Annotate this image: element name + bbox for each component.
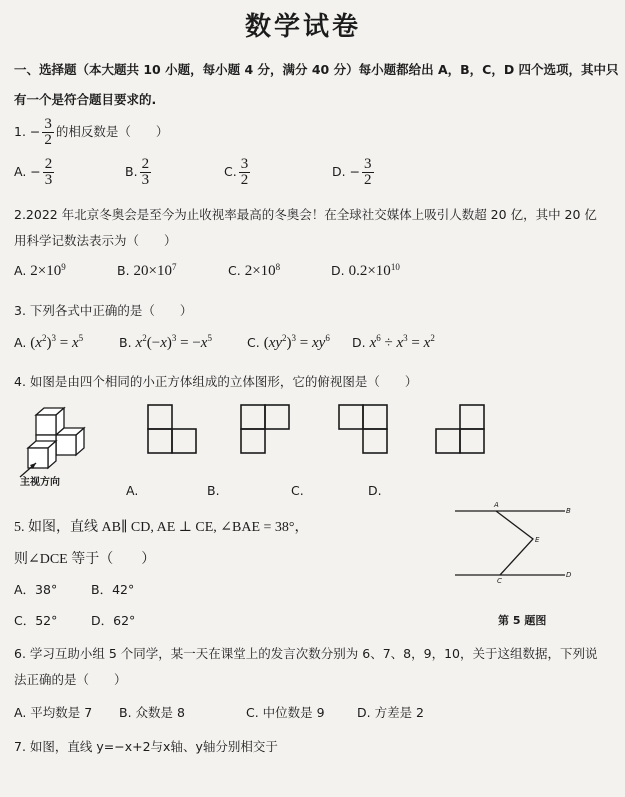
question-4-stem: 4. 如图是由四个相同的小正方体组成的立体图形，它的俯视图是（ ） [14, 374, 418, 389]
question-3-stem: 3. 下列各式中正确的是（ ） [14, 303, 193, 318]
q1-option-d: D. − $\frac{3}{2}$ [332, 156, 372, 188]
q5-option-b: B．42° [91, 582, 135, 597]
question-6-line1: 6. 学习互助小组 5 个同学，某一天在课堂上的发言次数分别为 6、7、8，9，10，关于这组数据，下列说 [14, 646, 598, 661]
page-title: 数学试卷 [245, 12, 362, 42]
question-6-line2: 法正确的是（ ） [14, 672, 127, 687]
q4-isometric-cubes-figure [14, 403, 114, 483]
point-label-b: B [566, 507, 571, 515]
q3-option-d: D. $x^6 \div x^3 = x^2$ [352, 333, 435, 351]
q5-option-a: A．38° [14, 582, 58, 597]
question-5-line2: 则∠DCE 等于（ ） [14, 552, 156, 567]
q3-option-a: A. $(x^2)^3 = x^5$ [14, 333, 84, 351]
q6-option-b: B. 众数是 8 [119, 705, 185, 720]
question-1 [14, 117, 168, 148]
q2-option-a: A. $2\times 10^9$ [14, 262, 66, 280]
q2-option-d: D. $0.2\times 10^{10}$ [331, 262, 400, 280]
q4-option-d-figure [435, 404, 495, 456]
q4-option-b-figure [240, 404, 300, 456]
q1-option-c: C. $\frac{3}{2}$ [224, 156, 249, 188]
q3-option-b: B. $x^2(-x)^3 = -x^5$ [119, 333, 212, 351]
q6-option-a: A. 平均数是 7 [14, 705, 93, 720]
q2-option-b: B. $20\times 10^7$ [117, 262, 177, 280]
q5-parallel-lines-figure [450, 500, 575, 592]
q5-figure-caption: 第 5 题图 [498, 614, 547, 627]
question-5-line1: 5. 如图，直线 AB∥ CD, AE ⊥ CE, ∠BAE = 38°， [14, 520, 309, 535]
q3-option-c: C. $(xy^2)^3 = xy^6$ [247, 333, 330, 351]
question-1-fraction: $\frac{3}{2}$ [44, 116, 52, 148]
question-1-number: 1. − [14, 124, 41, 139]
q5-option-c: C．52° [14, 613, 58, 628]
question-2-line1: 2.2022 年北京冬奥会是至今为止收视率最高的冬奥会！在全球社交媒体上吸引人数超 20 亿，其中 20 亿 [14, 207, 597, 222]
q6-option-c: C. 中位数是 9 [246, 705, 325, 720]
q4-option-d-label: D. [368, 483, 382, 498]
view-direction-label: 主视方向 [20, 477, 60, 488]
point-label-a: A [494, 501, 499, 509]
q2-option-c: C. $2\times 10^8$ [228, 262, 281, 280]
q4-option-c-label: C. [291, 483, 304, 498]
q1-option-a: A. − $\frac{2}{3}$ [14, 156, 53, 188]
q4-option-c-figure [338, 404, 398, 456]
question-7-stem: 7. 如图，直线 y=−x+2与x轴、y轴分别相交于 [14, 739, 278, 754]
q4-option-a-label: A. [126, 483, 139, 498]
q5-option-d: D．62° [91, 613, 136, 628]
q6-option-d: D. 方差是 2 [357, 705, 424, 720]
section-instructions-line1: 一、选择题（本大题共 10 小题，每小题 4 分，满分 40 分）每小题都给出 A，B，C，D 四个选项，其中只 [14, 62, 619, 77]
q4-option-b-label: B. [207, 483, 220, 498]
q1-option-b: B. $\frac{2}{3}$ [125, 156, 150, 188]
question-2-line2: 用科学记数法表示为（ ） [14, 233, 177, 248]
question-1-stem: 的相反数是（ ） [55, 124, 169, 139]
section-instructions-line2: 有一个是符合题目要求的. [14, 92, 157, 107]
point-label-d: D [566, 571, 572, 579]
q4-option-a-figure [147, 404, 207, 456]
point-label-c: C [497, 577, 502, 585]
point-label-e: E [535, 536, 540, 544]
